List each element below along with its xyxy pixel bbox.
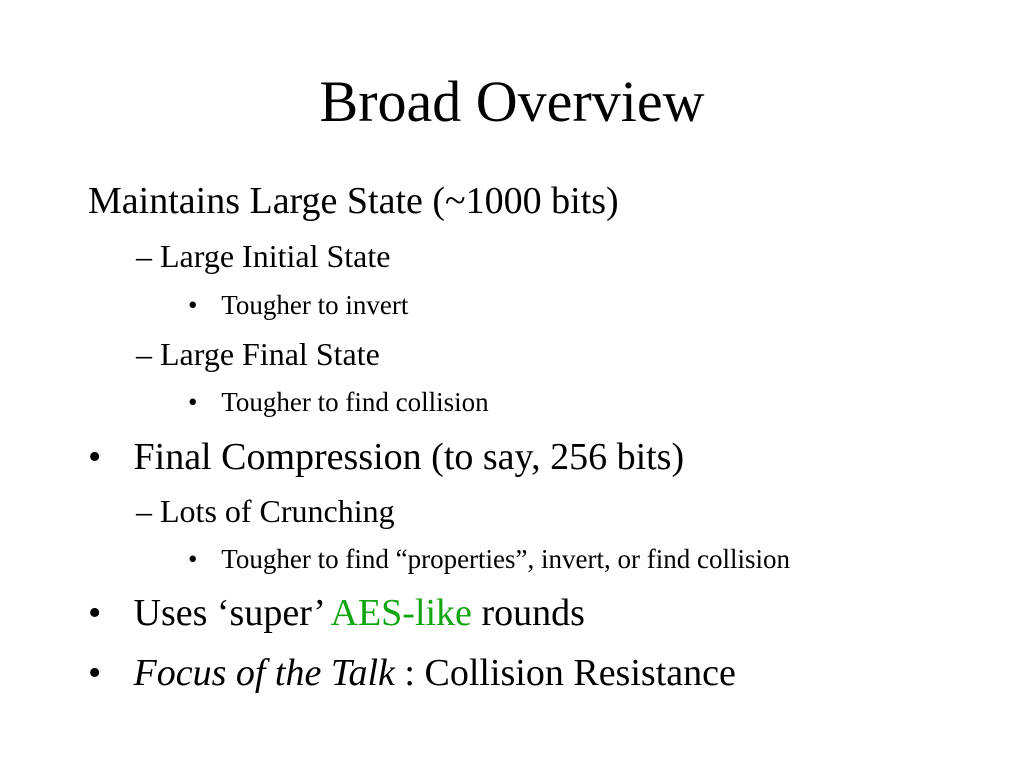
bullet-marker: • (188, 544, 198, 574)
focus-italic-text: Focus of the Talk (133, 652, 395, 694)
detail-text: Tougher to find “properties”, invert, or find collision (221, 544, 790, 574)
bullet-final-compression (88, 434, 684, 480)
detail-tougher-to-find-collision (188, 385, 489, 419)
bullet-text: Maintains Large State (~1000 bits) (88, 180, 619, 222)
dash-marker: – (136, 493, 152, 529)
detail-tougher-to-invert (188, 288, 408, 322)
bullet-marker: • (88, 592, 102, 634)
aes-like-highlight: AES-like (330, 592, 472, 634)
sub-bullet-large-initial-state (136, 236, 390, 276)
bullet-text-after: : Collision Resistance (394, 652, 736, 694)
sub-bullet-text: Lots of Crunching (160, 493, 395, 529)
detail-text: Tougher to invert (221, 290, 409, 320)
sub-bullet-text: Large Final State (160, 336, 380, 372)
bullet-uses-aes-like-rounds (88, 590, 585, 636)
slide-title: Broad Overview (319, 69, 705, 134)
dash-marker: – (136, 336, 152, 372)
bullet-text-before: Uses ‘super’ (133, 592, 331, 634)
dash-marker: – (136, 238, 152, 274)
bullet-focus-of-the-talk (88, 650, 736, 696)
sub-bullet-text: Large Initial State (160, 238, 391, 274)
detail-text: Tougher to find collision (221, 387, 489, 417)
bullet-marker: • (88, 436, 102, 478)
bullet-text-after: rounds (471, 592, 585, 634)
bullet-maintains-large-state (88, 178, 619, 224)
sub-bullet-lots-of-crunching (136, 491, 395, 531)
bullet-marker: • (88, 652, 102, 694)
bullet-text: Final Compression (to say, 256 bits) (133, 436, 685, 478)
bullet-marker: • (188, 290, 198, 320)
sub-bullet-large-final-state (136, 334, 380, 374)
bullet-marker: • (188, 387, 198, 417)
detail-tougher-to-find-properties (188, 542, 790, 576)
